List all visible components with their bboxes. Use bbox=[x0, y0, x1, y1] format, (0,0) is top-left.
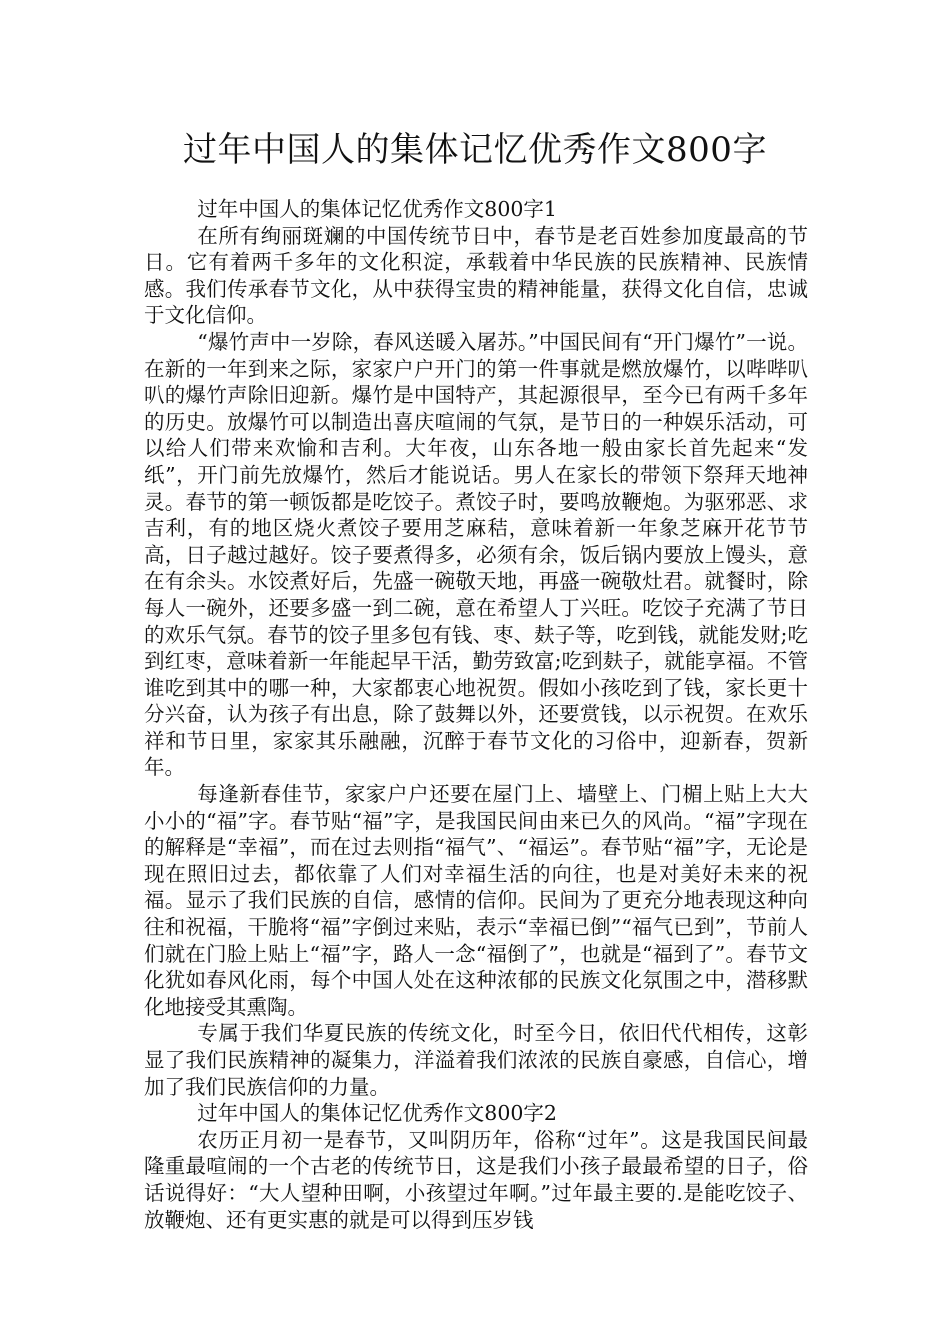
essay-1-paragraph-1: 在所有绚丽斑斓的中国传统节日中，春节是老百姓参加度最高的节日。它有着两千多年的文化积淀，承载着中华民族的民族精神、民族情感。我们传承春节文化，从中获得宝贵的精神能量，获得文化自信，忠诚于文化信仰。 bbox=[144, 223, 808, 328]
essay-heading-1: 过年中国人的集体记忆优秀作文800字1 bbox=[197, 197, 557, 221]
document-title: 过年中国人的集体记忆优秀作文800字 bbox=[183, 130, 767, 170]
essay-1-paragraph-2: “爆竹声中一岁除，春风送暖入屠苏。”中国民间有“开门爆竹”一说。在新的一年到来之际，家家户户开门的第一件事就是燃放爆竹，以哔哔叭叭的爆竹声除旧迎新。爆竹是中国特产，其起源很早，至今已有两千多年的历史。放爆竹可以制造出喜庆喧闹的气氛，是节日的一种娱乐活动，可以给人们带来欢愉和吉利。大年夜，山东各地一般由家长首先起来“发纸”，开门前先放爆竹，然后才能说话。男人在家长的带领下祭拜天地神灵。春节的第一顿饭都是吃饺子。煮饺子时，要鸣放鞭炮。为驱邪恶、求吉利，有的地区烧火煮饺子要用芝麻秸，意味着新一年象芝麻开花节节高，日子越过越好。饺子要煮得多，必须有余，饭后锅内要放上馒头，意在有余头。水饺煮好后，先盛一碗敬天地，再盛一碗敬灶君。就餐时，除每人一碗外，还要多盛一到二碗，意在希望人丁兴旺。吃饺子充满了节日的欢乐气氛。春节的饺子里多包有钱、枣、麸子等，吃到钱，就能发财;吃到红枣，意味着新一年能起早干活，勤劳致富;吃到麸子，就能享福。不管谁吃到其中的哪一种，大家都衷心地祝贺。假如小孩吃到了钱，家长更十分兴奋，认为孩子有出息，除了鼓舞以外，还要赏钱，以示祝贺。在欢乐祥和节日里，家家其乐融融，沉醉于春节文化的习俗中，迎新春，贺新年。 bbox=[144, 329, 808, 780]
document-body bbox=[144, 196, 808, 1233]
essay-1-paragraph-4: 专属于我们华夏民族的传统文化，时至今日，依旧代代相传，这彰显了我们民族精神的凝集力，洋溢着我们浓浓的民族自豪感，自信心，增加了我们民族信仰的力量。 bbox=[144, 1021, 808, 1099]
essay-1-paragraph-3: 每逢新春佳节，家家户户还要在屋门上、墙壁上、门楣上贴上大大小小的“福”字。春节贴“福”字，是我国民间由来已久的风尚。“福”字现在的解释是“幸福”，而在过去则指“福气”、“福运”。春节贴“福”字，无论是现在照旧过去，都依靠了人们对幸福生活的向往，也是对美好未来的祝福。显示了我们民族的自信，感情的信仰。民间为了更充分地表现这种向往和祝福，干脆将“福”字倒过来贴，表示“幸福已倒”“福气已到”，节前人们就在门脸上贴上“福”字，路人一念“福倒了”，也就是“福到了”。春节文化犹如春风化雨，每个中国人处在这种浓郁的民族文化氛围之中，潜移默化地接受其熏陶。 bbox=[144, 782, 808, 1019]
essay-heading-2: 过年中国人的集体记忆优秀作文800字2 bbox=[197, 1101, 557, 1126]
essay-2-paragraph-1: 农历正月初一是春节，又叫阴历年，俗称“过年”。这是我国民间最隆重最喧闹的一个古老的传统节日，这是我们小孩子最最希望的日子，俗话说得好：“大人望种田啊，小孩望过年啊。”过年最主要的.是能吃饺子、放鞭炮、还有更实惠的就是可以得到压岁钱 bbox=[144, 1127, 808, 1232]
